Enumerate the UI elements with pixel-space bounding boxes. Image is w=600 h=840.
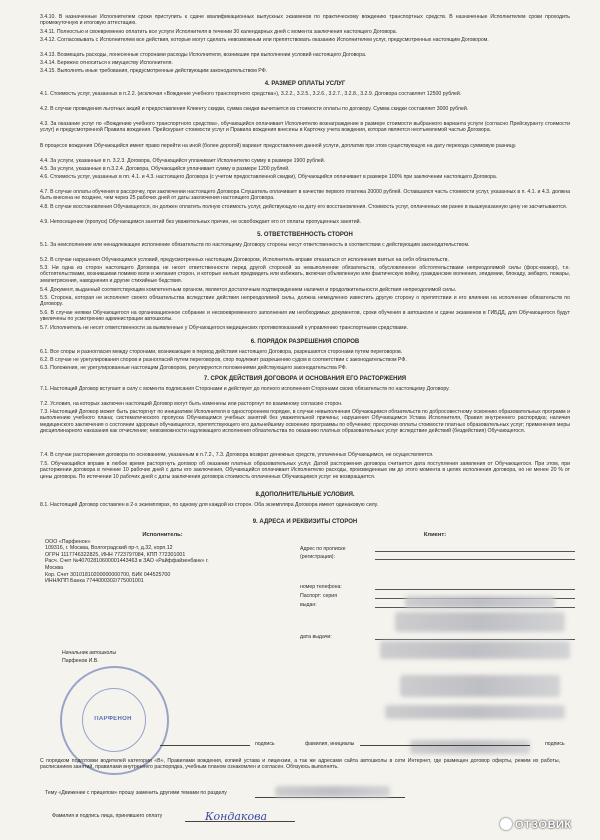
executor-bank-inn: ИНН/КПП Банка 7744000302/775001001: [45, 578, 144, 585]
redacted-issue-date: [380, 641, 570, 659]
redacted-passport: [405, 596, 555, 608]
clause-7-2: 7.2. Условия, на которых заключен настоящий Договор могут быть изменены или расторгнут по взаимному согласию сторон.: [40, 401, 343, 407]
clause-6-2: 6.2. В случае не урегулирования споров и разногласий путем переговоров, спор подлежит разрешению судом в соответствии с законодательством РФ.: [40, 357, 407, 363]
redacted-client-extra: [385, 705, 565, 719]
clause-4-5: 4.5. За услуги, указанные в п.3.2.4. Договора, Обучающийся уплачивает сумму в размере 1200 рублей.: [40, 166, 290, 172]
client-issue-date-row: [300, 633, 575, 640]
clause-5-2: 5.2. В случае нарушения Обучающимся условий, предусмотренных настоящим Договором, Исполнитель вправе отказаться от исполнения взятых на себя обязательств.: [40, 257, 449, 263]
clause-7-3: 7.3. Настоящий Договор может быть расторгнут по инициативе Исполнителя в одностороннем порядке, в случае невыполнения Обучающимся обязательств по добросовестному освоению образовательных программ и выполнению учебного плана; систематического пропуска Обучающимся учебных занятий без уважительной причины; нарушения Обучающимся Устава Исполнителя, Правил внутреннего распорядка; наличия медицинского заключения о состоянии здоровья обучающегося, препятствующего его дальнейшему освоению программы по обучению; просрочки оплаты стоимости платных образовательных услуг; применения меры дисциплинарного наказания как отчисление; невозможности надлежащего исполнения обязательства по оказанию платных образовательных услуг вследствие действий (бездействия) Обучающегося.: [40, 409, 570, 435]
executor-name: ООО «Парфенон»: [45, 538, 91, 545]
clause-7-5: 7.5. Обучающийся вправе в любое время расторгнуть договор об оказании платных образовательных услуг. Датой расторжения договора считается дата поступления заявления от Обучающегося. При этом, при расторжении договора в течение 10 рабочих дней с даты его заключения, Обучающийся оплачивает Исполнителю расходы, произведенные им до этого момента в целях исполнения договора, но не менее 20 % от цены договора. По истечении 10 рабочих дней с даты заключения договора стоимость оплаченных Обучающимся услуг не возвращается.: [40, 461, 570, 480]
clause-5-6: 5.6. В случае неявки Обучающегося на организационное собрание и несвоевременного заполнения им необходимых документов, сроки обучения в автошколе и сдачи экзаменов в ГИБДД, для Обучающегося будут увеличены по усмотрению администрации автошколы.: [40, 310, 570, 323]
client-issue-date-line: [375, 633, 575, 640]
client-block: [300, 532, 570, 539]
clause-6-3: 6.3. Положения, не урегулированные настоящим Договором, регулируются положениями действующего законодательства РФ.: [40, 365, 347, 371]
section-8-title: 8.ДОПОЛНИТЕЛЬНЫЕ УСЛОВИЯ.: [255, 492, 355, 498]
executor-block: [45, 532, 280, 585]
executor-city: Москва: [45, 564, 64, 571]
section-7-title: 7. СРОК ДЕЙСТВИЯ ДОГОВОРА И ОСНОВАНИЯ ЕГО РАСТОРЖЕНИЯ: [203, 376, 407, 382]
clause-3-4-10: 3.4.10. В назначенные Исполнителем сроки приступить к сдаче квалификационных выпускных экзаменов по практическому вождению транспортных средств. В назначенные Исполнителем сроки проходить промежуточную и итоговую аттестацию.: [40, 14, 570, 27]
executor-signature-label: подпись: [255, 741, 275, 747]
executor-ogrn: ОГРН 1117746322825, ИНН 7723797084, КПП 772301001: [45, 551, 186, 558]
clause-4-1: 4.1. Стоимость услуг, указанных в п.2.2. (исключая «Вождение учебного транспортного средства»), 3.2.2., 3.2.5., 3.2.6., 3.2.7., 3.2.8., 3.2.9. Договора составляет 12500 рублей.: [40, 91, 462, 97]
clause-5-7: 5.7. Исполнитель не несет ответственности за выявленные у Обучающегося медицинских противопоказаний к управлению транспортными средствами.: [40, 325, 408, 331]
executor-account: Расч. Счет №40702810600001443463 в ЗАО «Райффайзенбанк» г.: [45, 558, 209, 565]
client-issue-date-label: дата выдачи:: [300, 634, 332, 640]
executor-corr-account: Кор. Счет 30101810200000000700, БИК 044525700: [45, 571, 171, 578]
payment-receiver-label: Фамилия и подпись лица, принявшего оплату: [52, 813, 163, 819]
redacted-client-name: [400, 675, 560, 697]
client-address-row: [300, 545, 575, 552]
clause-4-2: 4.2. В случае проведения льготных акций и предоставления Клиенту скидки, сумма скидки вычитается из стоимости оплаты по договору. Сумма скидки составляет 3000 рублей.: [40, 106, 469, 112]
client-issued-label: выдан:: [300, 602, 317, 608]
company-stamp-text: ПАРФЕНОН: [94, 716, 132, 722]
section-9-title: 9. АДРЕСА И РЕКВИЗИТЫ СТОРОН: [252, 519, 358, 525]
clause-5-4: 5.4. Документ, выданный соответствующим компетентным органом, является достаточным подтверждением наличия и продолжительности действия непреодолимой силы.: [40, 287, 457, 293]
client-passport-label: Паспорт: серия: [300, 593, 338, 599]
clause-3-4-15: 3.4.15. Выполнять иные требования, предусмотренные действующим законодательством РФ.: [40, 68, 268, 74]
clause-7-4: 7.4. В случае расторжения договора по основаниям, указанным в п.7.2., 7.3. Договора возврат денежных средств, уплаченных Обучающимся, не осуществляется.: [40, 452, 434, 458]
client-phone-row: [300, 583, 575, 590]
clause-3-4-11: 3.4.11. Полностью и своевременно оплатить все услуги Исполнителя в течении 30 календарных дней с момента заключения настоящего Договора.: [40, 29, 398, 35]
clause-8-1: 8.1. Настоящий Договор составлен в 2-х экземплярах, по одному для каждой из сторон. Оба экземпляра Договора имеют одинаковую силу.: [40, 502, 379, 508]
client-address-line: [375, 545, 575, 552]
clause-4-4: 4.4. За услуги, указанные в п. 3.2.3. Договора, Обучающийся уплачивает Исполнителю сумму в размере 1900 рублей.: [40, 158, 326, 164]
clause-3-4-12: 3.4.12. Согласовывать с Исполнителем все действия, которые могут сделать невозможным или препятствовать оказанию Исполнителем услуг, предусмотренных настоящим Договором.: [40, 37, 489, 43]
clause-4-3-note: В процессе вождения Обучающийся имеет право перейти на иной (более дорогой) вариант предоставления данной услуги, доплатив при этом существующую на дату перехода суммовую разницу.: [40, 143, 517, 149]
clause-5-5: 5.5. Сторона, которая не исполняет своего обязательства вследствие действия непреодолимой силы, должна немедленно известить другую сторону о препятствии и его влиянии на исполнение обязательств по Договору.: [40, 295, 570, 308]
clause-4-9: 4.9. Непосещение (пропуск) Обучающимся занятий без уважительных причин, не освобождает его от оплаты пропущенных занятий.: [40, 219, 361, 225]
client-fio-label: фамилия, инициалы: [305, 741, 355, 747]
executor-signature-line: [160, 745, 250, 746]
redacted-topic-text: [275, 786, 390, 797]
executor-address: 109316, г. Москва, Волгоградский пр-т, д.32, корп.12: [45, 545, 173, 552]
client-registration-line: [375, 553, 575, 560]
otzovik-watermark: ОТЗОВИК: [515, 819, 572, 831]
executor-director: Парфенов И.В.: [62, 658, 99, 664]
clause-7-1: 7.1. Настоящий Договор вступает в силу с момента подписания Сторонами и действует до полного исполнения Сторонами своих обязательств по настоящему Договору.: [40, 386, 450, 392]
payment-signature: Кондакова: [205, 810, 268, 823]
trailer-topic-request: Тему «Движение с прицепом» прошу заменить другими темами по разделу: [45, 790, 227, 796]
client-phone-label: номер телефона:: [300, 584, 342, 590]
client-phone-line: [375, 583, 575, 590]
executor-heading: Исполнитель:: [142, 532, 183, 538]
clause-4-3: 4.3. За оказание услуг по «Вождению учебного транспортного средства», обучающийся оплачивает Исполнителю вознаграждение в размере стоимости выбранного варианта услуги (согласно Прейскуранту стоимости услуг) и предусмотренной Правила вождения. Прейскурант стоимости услуг и Правила вождения внесены в Карточку учета вождения, которая является неотъемлемой частью Договора.: [40, 121, 570, 134]
redacted-client-signature: [410, 740, 530, 754]
client-address-label: Адрес по прописке: [300, 546, 346, 552]
client-heading: Клиент:: [423, 532, 447, 538]
clause-4-6: 4.6. Стоимость услуг, указанных в пп. 4.1. и 4.3. настоящего Договора (с учетом предоставленной скидки), Обучающийся оплачивает в размере 100% при заключении настоящего Договора.: [40, 174, 498, 180]
clause-5-3: 5.3. Ни одна из сторон настоящего Договора не несет ответственности перед другой стороной за невыполнение обязательств, обусловленное обстоятельствами непреодолимой силы (форс-мажор), т.е. обстоятельствами, возникшими помимо воли и желания сторон, и которые нельзя предвидеть или избежать, включая объявленную или фактическую войну, гражданские волнения, эпидемии, блокаду, эмбарго, пожары, землетрясения, наводнения и другие стихийные бедствия.: [40, 265, 570, 284]
otzovik-logo-icon: [500, 818, 512, 830]
executor-role: Начальник автошколы: [62, 650, 117, 656]
client-fio-line: [360, 745, 530, 746]
client-registration-row: [300, 553, 575, 560]
clause-4-8: 4.8. В случае восстановления Обучающегося, он должен оплатить полную стоимость услуг, действующую на дату его восстановления. Стоимость услуг, оплаченных им ранее в вышеуказанную цену не засчитываются.: [40, 204, 568, 210]
section-4-title: 4. РАЗМЕР ОПЛАТЫ УСЛУГ: [264, 81, 346, 87]
client-signature-label: подпись: [545, 741, 565, 747]
client-registration-label: (регистрации):: [300, 554, 335, 560]
clause-5-1: 5.1. За неисполнение или ненадлежащее исполнение обязательств по настоящему Договору стороны несут ответственность в соответствии с действующим законодательством.: [40, 242, 470, 248]
clause-3-4-13: 3.4.13. Возмещать расходы, понесенные сторонами расходы Исполнителя, возникшие при выполнении условий настоящего Договора.: [40, 52, 367, 58]
trailer-topic-line: [255, 797, 405, 798]
clause-6-1: 6.1. Все споры и разногласия между сторонами, возникающие в период действия настоящего Договора, разрешаются сторонами путем переговоров.: [40, 349, 403, 355]
clause-3-4-14: 3.4.14. Бережно относиться к имуществу Исполнителя.: [40, 60, 173, 66]
section-5-title: 5. ОТВЕТСТВЕННОСТЬ СТОРОН: [257, 232, 353, 238]
redacted-issued: [395, 612, 565, 632]
acknowledgement-notice: С порядком подготовки водителей категории «В», Правилами вождения, копией устава и лицензии, а так же адресами сайта автошколы в сети Интернет, где размещен договор оферты, режим их работы, расписанием занятий, правилами внутреннего распорядка, учебным планом ознакомлен и согласен. Обязуюсь выполнять.: [40, 758, 560, 771]
section-6-title: 6. ПОРЯДОК РАЗРЕШЕНИЯ СПОРОВ: [250, 339, 360, 345]
clause-4-7: 4.7. В случае оплаты обучения в рассрочку, при заключении настоящего Договора Слушатель оплачивает в качестве первого платежа 20000 рублей. Оставшаяся часть стоимости услуг, указанных в п. 4.1. и 4.3. должна быть внесена не позднее, чем через 25 рабочих дней от даты заключения настоящего Договора.: [40, 189, 570, 202]
